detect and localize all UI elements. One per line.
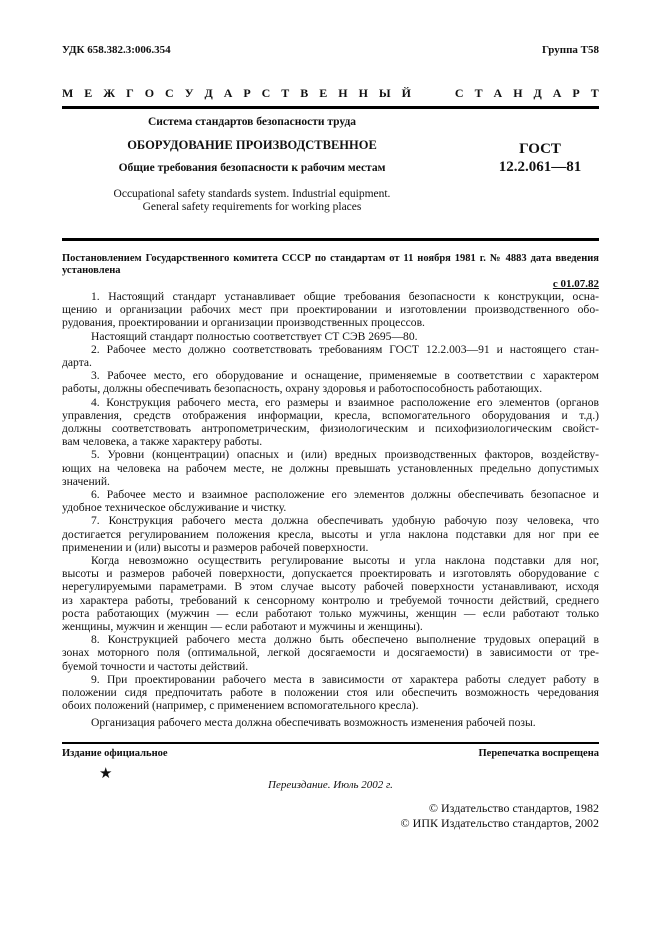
text-line: буемой точности и частоты действий. <box>62 659 249 673</box>
banner-letter: С <box>261 86 271 100</box>
text-line: 2. Рабочее место должно соответствовать требованиям ГОСТ 12.2.003—91 и настоящего стан- <box>91 342 599 356</box>
text-line: высоты и размеров рабочей поверхности, допускается проектировать и изготовлять оборудование с <box>62 567 599 581</box>
decree-rule <box>62 238 599 241</box>
text-line: из характера работы, требований к сенсорному контролю и требуемой точности действий, среднего <box>62 593 599 607</box>
text-line: обоих положений (например, с применением вспомогательного кресла). <box>62 699 419 713</box>
text-line: Когда невозможно осуществить регулирование высоты и угла наклона подставки для ног, <box>91 554 599 568</box>
official-edition: Издание официальное <box>62 748 168 759</box>
text-line: 7. Конструкция рабочего места должна обеспечивать удобную рабочую позу человека, что <box>91 514 599 528</box>
text-line: удобное техническое обслуживание и чистку. <box>62 501 287 515</box>
english-title-2: General safety requirements for working places <box>142 201 362 213</box>
text-line: значений. <box>62 474 110 488</box>
banner-letter: Ж <box>103 86 116 100</box>
banner-letter: С <box>165 86 174 100</box>
paragraph <box>62 488 599 514</box>
banner-letter: Р <box>572 86 580 100</box>
standards-system: Система стандартов безопасности труда <box>147 116 357 128</box>
top-rule <box>62 106 599 109</box>
banner-letter: Т <box>474 86 483 100</box>
text-line: 5. Уровни (концентрации) опасных и (или) вредных производственных факторов, воздейству- <box>91 448 599 462</box>
banner-letter: О <box>144 86 155 100</box>
text-line: достигается регулированием положения кресла, высоты и угла наклона подставки для ног при ее <box>62 527 599 541</box>
banner-letter <box>422 86 444 101</box>
banner-letter: У <box>184 86 194 100</box>
udk-code: УДК 658.382.3:006.354 <box>62 44 171 56</box>
banner-letter: Й <box>401 86 411 100</box>
text-line: 8. Конструкцией рабочего места должно быть обеспечено выполнение трудовых операций в <box>91 633 599 647</box>
paragraph <box>62 633 599 673</box>
banner-letter: М <box>62 86 74 100</box>
banner-letter: Д <box>533 86 542 100</box>
decree-line-2: установлена <box>62 265 121 276</box>
text-line: вам человека, а также характеру работы. <box>62 435 263 449</box>
english-title-1: Occupational safety standards system. Industrial equipment. <box>113 188 391 200</box>
paragraph <box>62 716 599 729</box>
reprint-prohibited: Перепечатка воспрещена <box>478 748 599 759</box>
text-line: щению и организации рабочих мест при проектировании и изготовлении производственного обо- <box>62 303 599 317</box>
banner-letter: Н <box>513 86 523 100</box>
text-line: 9. При проектировании рабочего места в зависимости от характера работы следует работу в <box>91 672 599 686</box>
text-line: 1. Настоящий стандарт устанавливает общие требования безопасности к конструкции, осна- <box>91 290 599 303</box>
doc-subtitle: Общие требования безопасности к рабочим местам <box>118 162 386 174</box>
paragraph <box>62 330 599 343</box>
text-line: зонах моторного поля (оптимальной, легкой досягаемости и досягаемости) в зависимости от тре- <box>62 646 599 660</box>
banner-letter: А <box>223 86 233 100</box>
gost-number: 12.2.061—81 <box>498 159 582 175</box>
star-icon: ★ <box>99 766 113 782</box>
doc-title: ОБОРУДОВАНИЕ ПРОИЗВОДСТВЕННОЕ <box>127 138 377 152</box>
interstate-standard-banner <box>62 86 599 101</box>
text-line: 6. Рабочее место и взаимное расположение его элементов должны обеспечивать безопасное и <box>91 488 599 502</box>
gost-label: ГОСТ <box>519 141 561 157</box>
banner-letter: Е <box>319 86 328 100</box>
banner-letter: С <box>454 86 464 100</box>
paragraph <box>62 554 599 633</box>
paragraph <box>62 448 599 488</box>
footer-rule <box>62 742 599 744</box>
reissue-note: Переиздание. Июль 2002 г. <box>268 779 393 791</box>
text-line: рудования, проектировании и организации производственных процессов. <box>62 316 425 330</box>
text-line: ющих на человека на рабочем месте, не должны превышать установленных предельно допустимых <box>62 461 599 475</box>
text-line: применении и (или) высоты и размеров рабочей поверхности. <box>62 540 369 554</box>
text-line: управления, средств отображения информации, кресла, вспомогательного оборудования и т.д.) <box>62 408 599 422</box>
document-body <box>62 290 599 729</box>
text-line: дарта. <box>62 356 92 370</box>
paragraph <box>62 369 599 395</box>
paragraph <box>62 343 599 369</box>
group-code: Группа Т58 <box>541 44 599 56</box>
text-line: 4. Конструкция рабочего места, его размеры и взаимное расположение его элементов (органов <box>91 395 599 409</box>
banner-letter: Н <box>358 86 368 100</box>
banner-letter: Н <box>338 86 348 100</box>
text-line: Настоящий стандарт полностью соответствует СТ СЭВ 2695—80. <box>91 329 418 343</box>
banner-letter: А <box>493 86 503 100</box>
banner-letter: Д <box>204 86 213 100</box>
banner-letter: А <box>552 86 562 100</box>
paragraph <box>62 514 599 554</box>
banner-letter: Г <box>126 86 134 100</box>
banner-letter: В <box>300 86 309 100</box>
decree-line-1: Постановлением Государственного комитета СССР по стандартам от 11 ноября 1981 г. № 4883 дата введения <box>62 253 599 264</box>
text-line: работы, должны обеспечивать безопасность, охрану здоровья и работоспособность работающих. <box>62 382 543 396</box>
text-line: женщины, мужчин и женщин — если работают и мужчины и женщины). <box>62 620 423 634</box>
banner-letter: Р <box>243 86 251 100</box>
paragraph <box>62 396 599 449</box>
text-line: должны соответствовать антропометрическим, физиологическим и психофизиологическим свойст- <box>62 422 599 436</box>
paragraph <box>62 290 599 330</box>
copyright-1: © Издательство стандартов, 1982 <box>428 801 599 815</box>
paragraph <box>62 673 599 713</box>
decree <box>62 253 599 277</box>
text-line: роста работающих (мужчин — если работают только мужчины, женщин — если работают только <box>62 606 599 620</box>
banner-letter: Е <box>84 86 93 100</box>
banner-letter: Т <box>281 86 290 100</box>
text-line: положении сидя предпочитать работе в положении стоя или обеспечить возможность чередования <box>62 686 599 700</box>
copyright-2: © ИПК Издательство стандартов, 2002 <box>400 816 599 830</box>
banner-letter: Ы <box>378 86 391 100</box>
text-line: 3. Рабочее место, его оборудование и оснащение, применяемые в соответствии с характером <box>91 369 599 383</box>
text-line: Организация рабочего места должна обеспечивать возможность изменения рабочей позы. <box>91 715 536 729</box>
text-line: нерегулируемыми параметрами. В этом случае высоту рабочей поверхности устанавливают, исходя <box>62 580 599 594</box>
banner-letter: Т <box>590 86 599 100</box>
effective-date: с 01.07.82 <box>552 278 599 290</box>
